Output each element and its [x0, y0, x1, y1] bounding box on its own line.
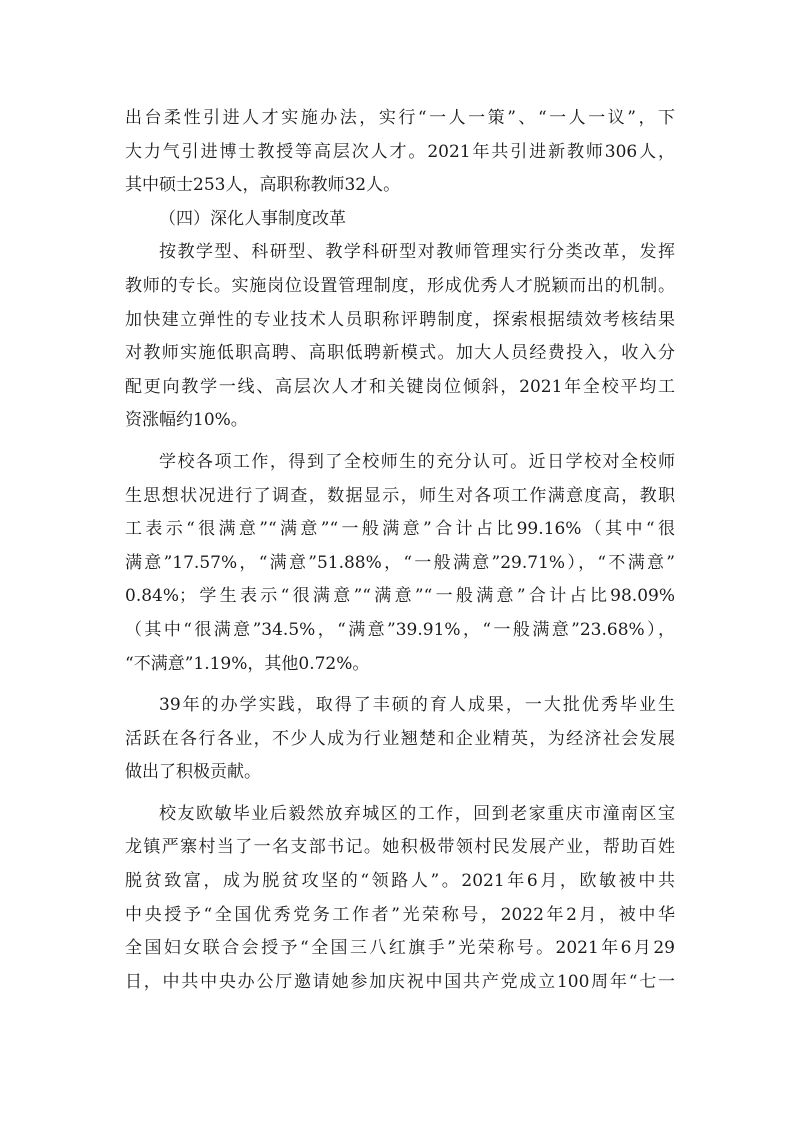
text-line: 做出了积极贡献。 [125, 762, 261, 783]
text-line: 中央授予“全国优秀党务工作者”光荣称号，2022年2月，被中华 [125, 904, 675, 925]
text-line: 学校各项工作，得到了全校师生的充分认可。近日学校对全校师 [159, 451, 675, 472]
text-line: 其中硕士253人，高职称教师32人。 [125, 175, 401, 196]
text-line: 加快建立弹性的专业技术人员职称评聘制度，探索根据绩效考核结果 [125, 309, 675, 330]
text-line: 配更向教学一线、高层次人才和关键岗位倾斜，2021年全校平均工 [125, 376, 675, 397]
text-line: 资涨幅约10%。 [125, 410, 248, 431]
text-line: 日，中共中央办公厅邀请她参加庆祝中国共产党成立100周年“七一 [125, 971, 675, 992]
document-body [125, 102, 675, 999]
text-line: 龙镇严寨村当了一名支部书记。她积极带领村民发展产业，帮助百姓 [125, 837, 675, 858]
paragraph-gap [125, 790, 675, 798]
text-line: 工表示“很满意”“满意”“一般满意”合计占比99.16%（其中“很 [125, 519, 675, 540]
text-line: 全国妇女联合会授予“全国三八红旗手”光荣称号。2021年6月29 [125, 938, 675, 959]
text-line: 活跃在各行各业，不少人成为行业翘楚和企业精英，为经济社会发展 [125, 728, 675, 749]
paragraph [125, 446, 675, 681]
text-line: 教师的专长。实施岗位设置管理制度，形成优秀人才脱颖而出的机制。 [125, 275, 675, 296]
text-line: 校友欧敏毕业后毅然放弃城区的工作，回到老家重庆市潼南区宝 [159, 803, 675, 824]
paragraph [125, 102, 675, 203]
text-line: 对教师实施低职高聘、高职低聘新模式。加大人员经费投入，收入分 [125, 343, 675, 364]
text-line: （其中“很满意”34.5%，“满意”39.91%，“一般满意”23.68%）， [125, 619, 675, 640]
paragraph [125, 798, 675, 1000]
text-line: 39年的办学实践，取得了丰硕的育人成果，一大批优秀毕业生 [159, 695, 675, 716]
section-heading-text: （四）深化人事制度改革 [159, 208, 346, 229]
section-heading [125, 203, 675, 237]
text-line: 大力气引进博士教授等高层次人才。2021年共引进新教师306人， [125, 141, 675, 162]
text-line: 0.84%；学生表示“很满意”“满意”“一般满意”合计占比98.09% [125, 586, 675, 607]
paragraph [125, 689, 675, 790]
text-line: 按教学型、科研型、教学科研型对教师管理实行分类改革，发挥 [159, 242, 675, 263]
paragraph [125, 236, 675, 438]
text-line: 满意”17.57%，“满意”51.88%，“一般满意”29.71%），“不满意” [125, 552, 675, 573]
text-line: 脱贫致富，成为脱贫攻坚的“领路人”。2021年6月，欧敏被中共 [125, 871, 675, 892]
paragraph-gap [125, 438, 675, 446]
paragraph-gap [125, 681, 675, 689]
text-line: 生思想状况进行了调查，数据显示，师生对各项工作满意度高，教职 [125, 485, 675, 506]
text-line: “不满意”1.19%，其他0.72%。 [125, 653, 370, 674]
text-line: 出台柔性引进人才实施办法，实行“一人一策”、“一人一议”，下 [125, 108, 675, 128]
